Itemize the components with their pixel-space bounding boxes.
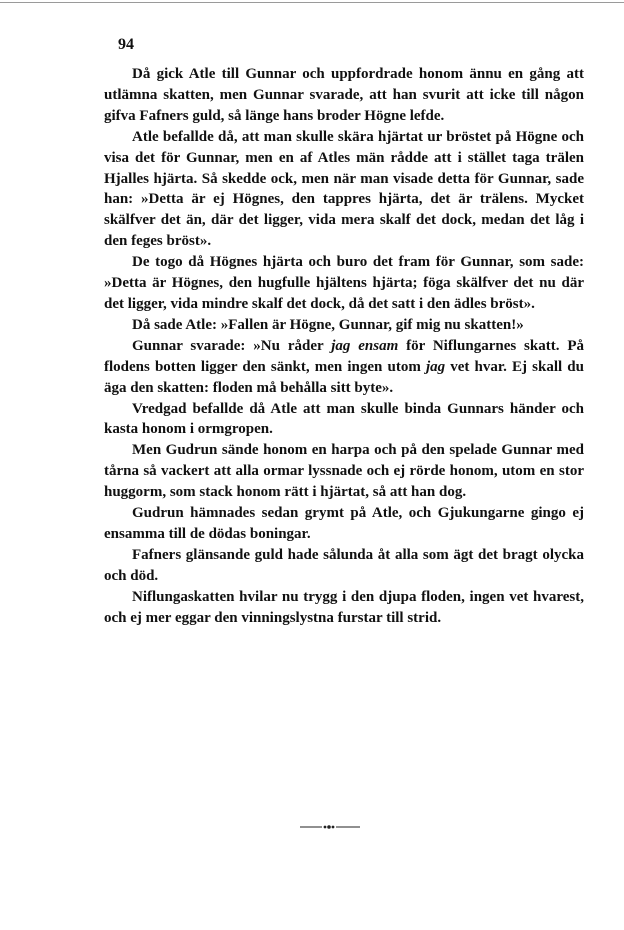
paragraph-10: Niflungaskatten hvilar nu trygg i den djupa floden, ingen vet hvarest, och ej mer eggar den vinningslystna furstar till strid.: [104, 588, 584, 626]
paragraph-8: Gudrun hämnades sedan grymt på Atle, och Gjukungarne gingo ej ensamma till de dödas boningar.: [104, 505, 584, 542]
paragraph-9: Fafners glänsande guld hade sålunda åt alla som ägt det bragt olycka och död.: [104, 546, 584, 584]
paragraph-4: Då sade Atle: »Fallen är Högne, Gunnar, gif mig nu skatten!»: [132, 316, 524, 333]
paragraph-5-emphasis-1: jag ensam: [331, 337, 399, 354]
top-rule: [0, 2, 624, 3]
body-text: [104, 64, 584, 628]
paragraph-3: De togo då Högnes hjärta och buro det fram för Gunnar, som sade: »Detta är Högnes, den hugfulle hjältens hjärta; föga skälfver det nu där det ligger, vida mindre skalf det dock, då det satt i den ädles bröst».: [104, 254, 584, 312]
paragraph-6: Vredgad befallde då Atle att man skulle binda Gunnars händer och kasta honom i ormgropen.: [104, 400, 584, 438]
paragraph-5-part-1: Gunnar svarade: »Nu råder: [132, 337, 332, 354]
paragraph-5-part-2: för Niflungarnes skatt. På flodens botten ligger den sänkt, men ingen utom: [104, 337, 584, 375]
paragraph-5: [104, 336, 584, 399]
paragraph-1: Då gick Atle till Gunnar och uppfordrade honom ännu en gång att utlämna skatten, men Gunnar svarade, att han svurit att icke till någon gifva Fafners guld, så länge hans broder Högne lefde.: [104, 66, 584, 124]
paragraph-5-part-3: vet hvar. Ej skall du äga den skatten: floden må behålla sitt byte».: [104, 358, 584, 396]
end-ornament: [300, 822, 360, 832]
paragraph-2: Atle befallde då, att man skulle skära hjärtat ur bröstet på Högne och visa det för Gunnar, men en af Atles män rådde att i stället taga trälen Hjalles hjärta. Så skedde ock, men när man visade detta för Gunnar, sade han: »Detta är ej Högnes, den tappres hjärta, det är trälens. Mycket skälfver det än, där det ligger, vida mera skalf det dock, medan det låg i den feges bröst».: [104, 128, 584, 250]
paragraph-7: Men Gudrun sände honom en harpa och på den spelade Gunnar med tårna så vackert att alla ormar lyssnade och ej rörde honom, utom en stor huggorm, som stack honom rätt i hjärtat, så att han dog.: [104, 442, 584, 501]
paragraph-5-emphasis-2: jag: [425, 358, 446, 375]
page-number: 94: [118, 36, 134, 53]
